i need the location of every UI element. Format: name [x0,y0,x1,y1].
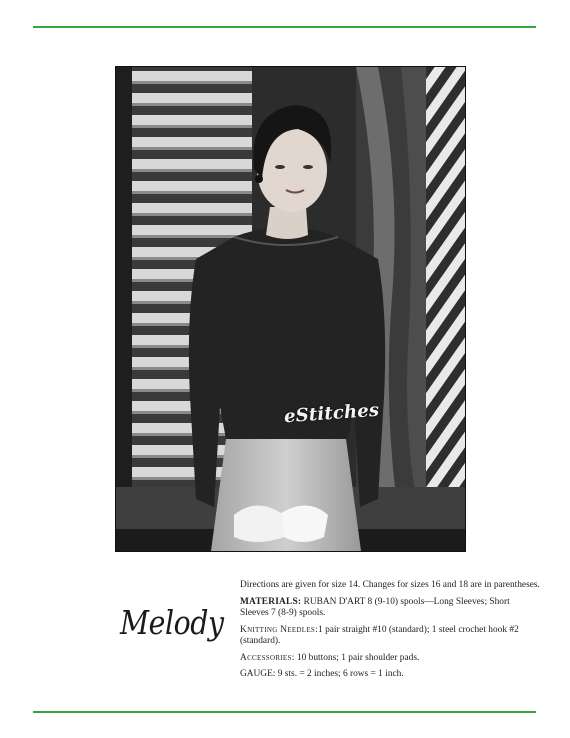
accessories-label: Accessories: [240,652,295,663]
needles-label: Knitting Needles: [240,624,319,635]
size-intro: Directions are given for size 14. Changes for sizes 16 and 18 are in parentheses. [240,580,540,590]
top-green-rule [33,26,536,28]
needles-line [240,625,540,648]
materials-label: MATERIALS: [240,596,302,607]
gauge-text: 9 sts. = 2 inches; 6 rows = 1 inch. [277,669,404,679]
accessories-text: 10 buttons; 1 pair shoulder pads. [296,652,420,663]
pattern-photo [115,66,466,552]
gauge-label: GAUGE: [240,669,276,679]
materials-text: RUBAN D'ART 8 (9-10) spools—Long Sleeves; Short Sleeves 7 (8-9) spools. [240,596,510,618]
pattern-description [240,580,540,686]
materials-line [240,597,540,620]
estitches-watermark: eStitches [283,399,380,428]
needles-text: 1 pair straight #10 (standard); 1 steel crochet hook #2 (standard). [240,624,519,646]
accessories-line [240,653,540,665]
bottom-green-rule [33,711,536,713]
gauge-line [240,669,540,681]
pattern-title: Melody [120,603,224,642]
sweater-model-illustration [116,67,465,551]
